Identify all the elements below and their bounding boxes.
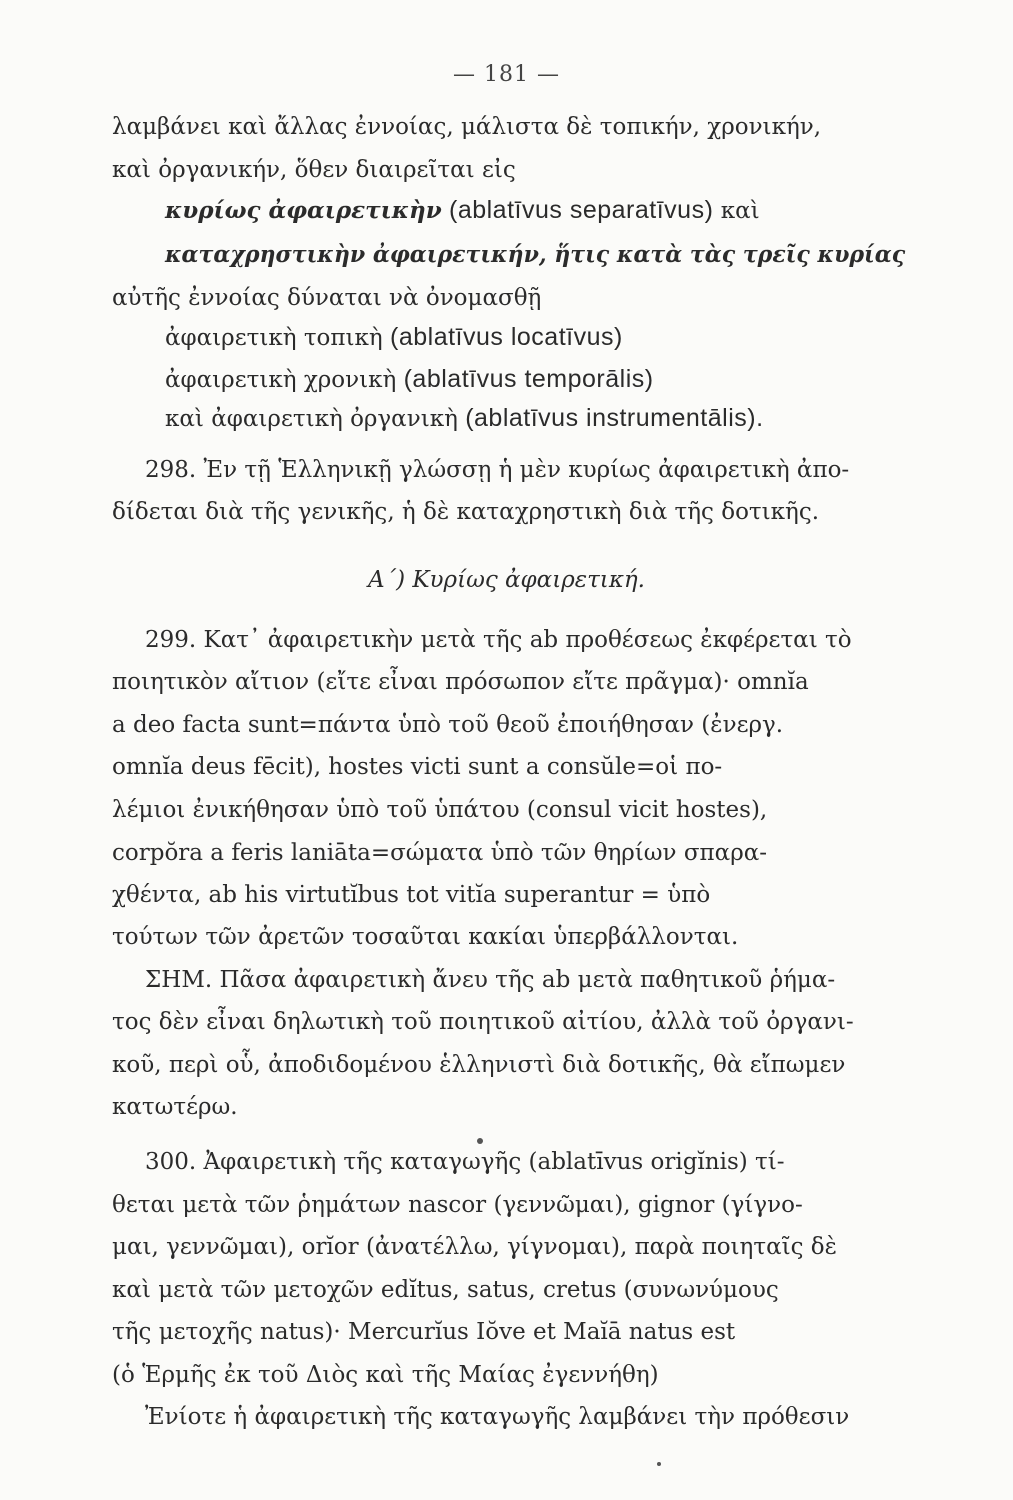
text-line [165, 240, 905, 270]
text-line [165, 403, 764, 434]
text-line: καὶ ὀργανικήν, ὅθεν διαιρεῖται εἰς [112, 157, 516, 183]
term-latin: (ablatīvus temporālis) [403, 365, 654, 393]
term-latin: (ablatīvus instrumentālis). [465, 404, 764, 432]
text-line: a deo facta sunt=πάντα ὑπὸ τοῦ θεοῦ ἐποιήθησαν (ἐνεργ. [112, 712, 784, 738]
section-heading: Α΄) Κυρίως ἀφαιρετική. [367, 567, 645, 593]
term-greek: καὶ ἀφαιρετικὴ ὀργανικὴ [165, 406, 458, 432]
text-line: 298. Ἐν τῇ Ἑλληνικῇ γλώσσῃ ἡ μὲν κυρίως ἀφαιρετικὴ ἀπο- [145, 457, 850, 483]
term-greek: ἀφαιρετικὴ χρονικὴ [165, 367, 397, 393]
text-line: omnĭa deus fēcit), hostes victi sunt a consŭle=οἱ πο- [112, 754, 723, 780]
term-greek: ἀφαιρετικὴ τοπικὴ [165, 325, 383, 351]
term-greek: κυρίως ἀφαιρετικὴν [165, 197, 442, 224]
text-line: κοῦ, περὶ οὗ, ἀποδιδομένου ἑλληνιστὶ διὰ δοτικῆς, θὰ εἴπωμεν [112, 1052, 846, 1078]
ink-dot [657, 1462, 661, 1466]
text-line: καὶ μετὰ τῶν μετοχῶν edĭtus, satus, cretus (συνωνύμους [112, 1277, 779, 1303]
ink-dot [477, 1138, 483, 1144]
text-line: λέμιοι ἐνικήθησαν ὑπὸ τοῦ ὑπάτου (consul vicit hostes), [112, 797, 768, 823]
text-line: ποιητικὸν αἴτιον (εἴτε εἶναι πρόσωπον εἴτε πρᾶγμα)· omnĭa [112, 669, 809, 695]
text-line: 300. Ἀφαιρετικὴ τῆς καταγωγῆς (ablatīvus origĭnis) τί- [145, 1149, 785, 1175]
term-latin: (ablatīvus separatīvus) [449, 196, 714, 224]
text-segment: καταχρηστικὴν ἀφαιρετικήν, ἥτις κατὰ τὰς τρεῖς κυρίας [165, 241, 906, 268]
text-line: ΣΗΜ. Πᾶσα ἀφαιρετικὴ ἄνευ τῆς ab μετὰ παθητικοῦ ῥήμα- [145, 967, 836, 993]
text-line: αὐτῆς ἐννοίας δύναται νὰ ὀνομασθῇ [112, 285, 542, 311]
text-line: 299. Κατ᾽ ἀφαιρετικὴν μετὰ τῆς ab προθέσεως ἐκφέρεται τὸ [145, 627, 852, 653]
text-line [165, 322, 623, 353]
text-line: χθέντα, ab his virtutĭbus tot vitĭa superantur = ὑπὸ [112, 882, 711, 908]
text-line: τος δὲν εἶναι δηλωτικὴ τοῦ ποιητικοῦ αἰτίου, ἀλλὰ τοῦ ὀργανι- [112, 1009, 854, 1035]
text-line: τῆς μετοχῆς natus)· Mercurĭus Iŏve et Maĭā natus est [112, 1319, 736, 1345]
text-line: λαμβάνει καὶ ἄλλας ἐννοίας, μάλιστα δὲ τοπικήν, χρονικήν, [112, 114, 822, 140]
page-number: — 181 — [453, 62, 560, 87]
text-line: corpŏra a feris laniāta=σώματα ὑπὸ τῶν θηρίων σπαρα- [112, 840, 768, 866]
text-line: θεται μετὰ τῶν ῥημάτων nascor (γεννῶμαι), gignor (γίγνο- [112, 1192, 803, 1218]
text-line: τούτων τῶν ἀρετῶν τοσαῦται κακίαι ὑπερβάλλονται. [112, 924, 739, 950]
text-line: δίδεται διὰ τῆς γενικῆς, ἡ δὲ καταχρηστικὴ διὰ τῆς δοτικῆς. [112, 499, 820, 525]
text-line [165, 364, 654, 395]
term-latin: (ablatīvus locatīvus) [390, 323, 623, 351]
text-line: μαι, γεννῶμαι), orĭor (ἀνατέλλω, γίγνομαι), παρὰ ποιηταῖς δὲ [112, 1234, 837, 1260]
conjunction: καὶ [720, 198, 760, 224]
text-line [165, 195, 760, 226]
text-line: Ἐνίοτε ἡ ἀφαιρετικὴ τῆς καταγωγῆς λαμβάνει τὴν πρόθεσιν [145, 1404, 850, 1430]
text-line: κατωτέρω. [112, 1094, 238, 1120]
text-line: (ὁ Ἑρμῆς ἐκ τοῦ Διὸς καὶ τῆς Μαίας ἐγεννήθη) [112, 1362, 659, 1388]
